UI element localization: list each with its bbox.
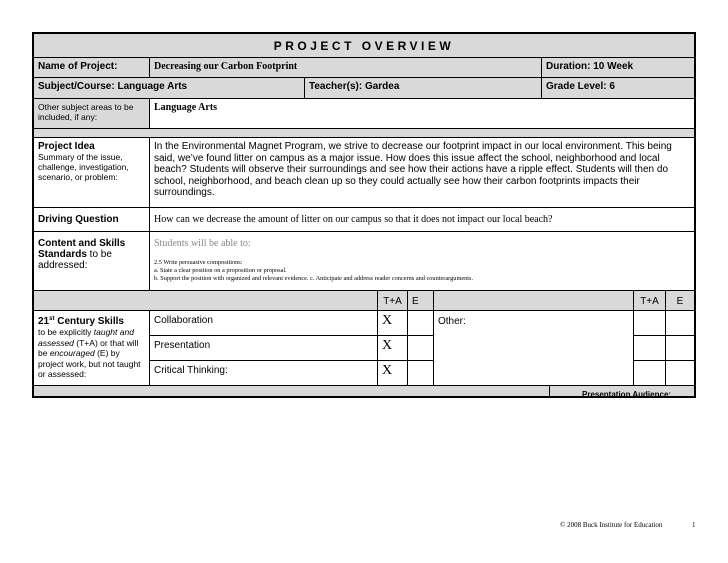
- name-label: Name of Project:: [34, 58, 150, 77]
- skills-desc: (T+A) or that will be: [38, 337, 139, 359]
- project-idea-sub: Summary of the issue, challenge, investigation, scenario, or problem:: [38, 152, 129, 182]
- standard-line: a. State a clear position on a proposition or proposal.: [154, 267, 287, 274]
- skills-title: 21: [38, 315, 50, 327]
- skills-block: [34, 311, 694, 386]
- name-row: [34, 58, 694, 78]
- other-e-cell: [666, 336, 694, 361]
- content-label-bold: Content and Skills Standards: [38, 238, 126, 260]
- subject-label: Subject/Course: Language Arts: [34, 78, 305, 98]
- name-value: Decreasing our Carbon Footprint: [150, 58, 542, 77]
- driving-text: How can we decrease the amount of litter on our campus so that it does not impact our local beach?: [154, 214, 553, 225]
- skills-desc: to be explicitly: [38, 327, 94, 338]
- standards-cell: [150, 232, 694, 290]
- content-label-rest: to be addressed:: [38, 249, 112, 271]
- page-title: PROJECT OVERVIEW: [273, 39, 455, 53]
- page-number: 1: [692, 521, 696, 529]
- other-ta-cell: [634, 311, 666, 336]
- other-subjects-row: [34, 99, 694, 129]
- standards-intro: Students will be able to:: [154, 238, 251, 249]
- grade-label: Grade Level: 6: [546, 81, 615, 92]
- project-overview-form: [32, 32, 696, 398]
- teacher-label: Teacher(s): Gardea: [305, 78, 542, 98]
- footer-copyright: © 2008 Buck Institute for Education: [560, 521, 663, 529]
- skills-header-row: [34, 291, 694, 311]
- duration: Duration: 10 Week: [546, 61, 634, 72]
- other-ta-cell: [634, 361, 666, 385]
- other-e-cell: [666, 361, 694, 385]
- skills-title-sup: st: [49, 316, 55, 322]
- skills-title-rest: Century Skills: [54, 315, 124, 327]
- other-label: Other:: [434, 311, 634, 385]
- other-ta-cell: [634, 336, 666, 361]
- project-idea-row: [34, 138, 694, 208]
- standard-line: b. Support the position with organized and relevant evidence. c. Anticipate and address reader concerns and counterarguments.: [154, 275, 474, 282]
- skill-e-mark: [408, 336, 434, 361]
- presentation-audience-label: Presentation Audience:: [582, 390, 672, 399]
- skill-ta-mark: X: [378, 336, 408, 361]
- skills-desc-em: taught and assessed: [38, 327, 134, 348]
- skill-e-mark: [408, 311, 434, 336]
- driving-question-row: [34, 208, 694, 232]
- driving-label: Driving Question: [34, 208, 150, 231]
- project-idea-label: Project Idea: [38, 141, 95, 152]
- other-e-cell: [666, 311, 694, 336]
- standards-row: [34, 232, 694, 291]
- skills-desc: (E) by project work, but not taught or assessed:: [38, 348, 141, 380]
- col-e-header: E: [408, 291, 434, 310]
- skills-label-cell: [34, 311, 150, 385]
- skill-ta-mark: X: [378, 361, 408, 385]
- skills-header-blank: [34, 291, 378, 310]
- project-idea-label-cell: [34, 138, 150, 207]
- skills-desc-em: encouraged: [49, 348, 95, 359]
- standard-line: 2.5 Write persuasive compositions:: [154, 259, 243, 266]
- col-ta-header-2: T+A: [634, 291, 666, 310]
- other-subjects-value: Language Arts: [154, 102, 218, 113]
- skill-name-presentation: Presentation: [150, 336, 378, 361]
- spacer-band-1: [34, 129, 694, 138]
- standards-label-cell: [34, 232, 150, 290]
- band-divider: [549, 386, 550, 398]
- skill-e-mark: [408, 361, 434, 385]
- title-row: [34, 34, 694, 58]
- skill-name-collaboration: Collaboration: [150, 311, 378, 336]
- skill-ta-mark: X: [378, 311, 408, 336]
- subject-row: [34, 78, 694, 99]
- skills-header-blank-2: [434, 291, 634, 310]
- project-idea-text: In the Environmental Magnet Program, we strive to decrease our footprint impact in our local environment. This being said, we’ve found litter on campus as a major issue. How does this issue affect the school, neighborhood and local beach? Students will observe their surroundings and see how their actions have a ripple effect. Students will then do school, neighborhood, and beach clean up so they could actually see how their carbon footprints impacts their surroundings.: [154, 141, 672, 198]
- col-ta-header: T+A: [378, 291, 408, 310]
- col-e-header-2: E: [676, 296, 684, 307]
- skill-name-critical-thinking: Critical Thinking:: [150, 361, 378, 385]
- other-subjects-label: Other subject areas to be included, if any:: [34, 99, 150, 128]
